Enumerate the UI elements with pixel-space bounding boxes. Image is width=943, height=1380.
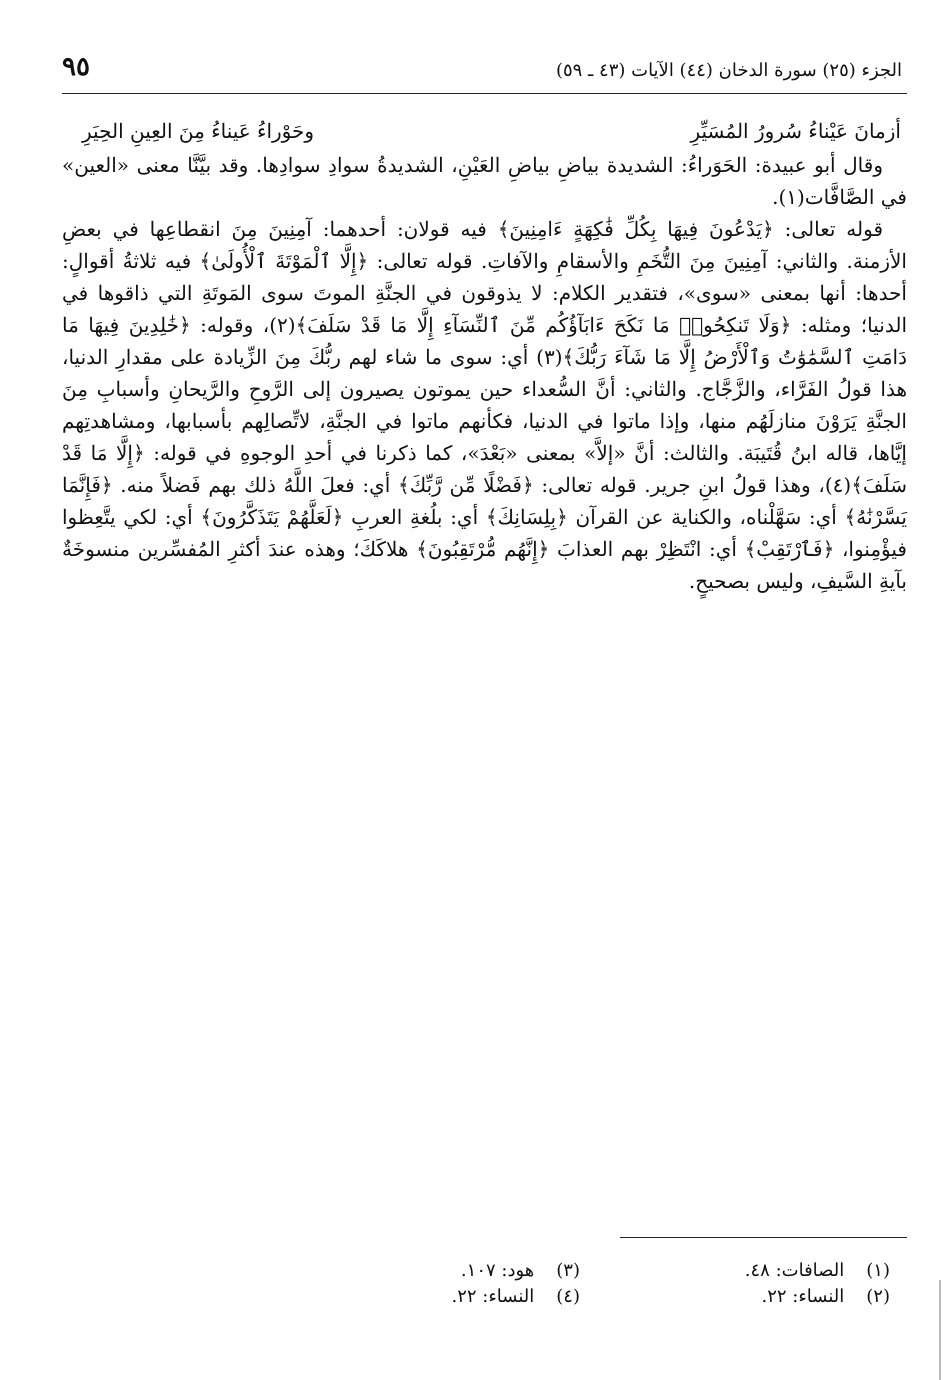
footnote: [630, 1258, 890, 1284]
footnote: [320, 1258, 580, 1284]
footnote-column-left: [320, 1258, 580, 1310]
footnote: [320, 1284, 580, 1310]
poem-hemistich-second: وحَوْراءُ عَيناءُ مِنَ العِينِ الحِيَرِ: [82, 119, 315, 143]
running-head: الجزء (٢٥) سورة الدخان (٤٤) الآيات (٤٣ ـ ٥٩): [555, 60, 902, 81]
paragraph: قوله تعالى: ﴿يَدْعُونَ فِيهَا بِكُلِّ فَٰكِهَةٍ ءَامِنِينَ﴾ فيه قولان: أحدهما: آمِنِينَ مِنَ انقطاعِها في بعضِ الأزمنة. والثاني: آمِنِينَ مِنَ التُّخَمِ والأسقامِ والآفاتِ. قوله تعالى: ﴿إِلَّا ٱلْمَوْتَةَ ٱلْأُولَىٰ﴾ فيه ثلاثةُ أقوالٍ: أحدها: أنها بمعنى «سوى»، فتقدير الكلام: لا يذوقون في الجنَّةِ الموتَ سوى المَوتَةِ التي ذاقوها في الدنيا؛ ومثله: ﴿وَلَا تَنكِحُوا۟ مَا نَكَحَ ءَابَآؤُكُم مِّنَ ٱلنِّسَآءِ إِلَّا مَا قَدْ سَلَفَ﴾(٢)، وقوله: ﴿خَٰلِدِينَ فِيهَا مَا دَامَتِ ٱلسَّمَٰوَٰتُ وَٱلْأَرْضُ إِلَّا مَا شَآءَ رَبُّكَ﴾(٣) أي: سوى ما شاء لهم ربُّكَ مِنَ الزِّيادة على مقدارِ الدنيا، هذا قولُ الفَرَّاء، والزَّجَّاج. والثاني: أنَّ السُّعداء حين يموتون يصيرون إلى الرَّوحِ والرَّيحانِ وأسبابِ مِنَ الجنَّةِ يَرَوْنَ منازلَهُم منها، وإذا ماتوا في الدنيا، فكأنهم ماتوا في الجنَّةِ، لاتِّصالِهم بأسبابها، ومشاهدتِهم إيَّاها، قاله ابنُ قُتَيبَة. والثالث: أنَّ «إلاَّ» بمعنى «بَعْدَ»، كما ذكرنا في أحدِ الوجوهِ في قوله: ﴿إِلَّا مَا قَدْ سَلَفَ﴾(٤)، وهذا قولُ ابنِ جرير. قوله تعالى: ﴿فَضْلًا مِّن رَّبِّكَ﴾ أي: فعلَ اللَّهُ ذلك بهم فَضلاً منه. ﴿فَإِنَّمَا يَسَّرْنَٰهُ﴾ أي: سَهَّلْناه، والكناية عن القرآن ﴿بِلِسَانِكَ﴾ أي: بلُغةِ العربِ ﴿لَعَلَّهُمْ يَتَذَكَّرُونَ﴾ أي: لكي يتَّعِظوا فيؤْمِنوا، ﴿فَٱرْتَقِبْ﴾ أي: انْتَظِرْ بهم العذابَ ﴿إِنَّهُم مُّرْتَقِبُونَ﴾ هلاكَكَ؛ وهذه عندَ أكثرِ المُفسِّرين منسوخَةٌ بآيةِ السَّيفِ، وليس بصحيحٍ.: [62, 217, 908, 593]
footnote: [630, 1284, 890, 1310]
footnote-number: (٣): [556, 1260, 580, 1281]
footnote-column-right: [630, 1258, 890, 1310]
footnote-number: (٤): [556, 1286, 580, 1307]
footnote-number: (٢): [866, 1286, 890, 1307]
footnote-text: الصافات: ٤٨.: [744, 1260, 845, 1281]
main-text: [62, 115, 907, 597]
footnote-number: (١): [866, 1260, 890, 1281]
poem-verse: [62, 115, 907, 147]
poem-hemistich-first: أزمانَ عَيْناءُ سُرورُ المُسَيِّرِ: [690, 119, 901, 143]
footnote-divider: [620, 1237, 907, 1238]
footnotes: [300, 1258, 900, 1318]
footnote-text: النساء: ٢٢.: [761, 1286, 845, 1307]
page-header: [62, 50, 902, 92]
page-number: ٩٥: [62, 52, 90, 82]
footnote-text: هود: ١٠٧.: [460, 1260, 535, 1281]
footnote-text: النساء: ٢٢.: [451, 1286, 535, 1307]
header-divider: [62, 93, 907, 94]
scan-edge-mark: [939, 1280, 941, 1380]
paragraph: وقال أبو عبيدة: الحَوَراءُ: الشديدة بياضِ بياضِ العَيْنِ، الشديدةُ سوادِ سوادِها. وقد بيَّنَّا معنى «العين» في الصَّافَّات(١).: [62, 153, 907, 209]
